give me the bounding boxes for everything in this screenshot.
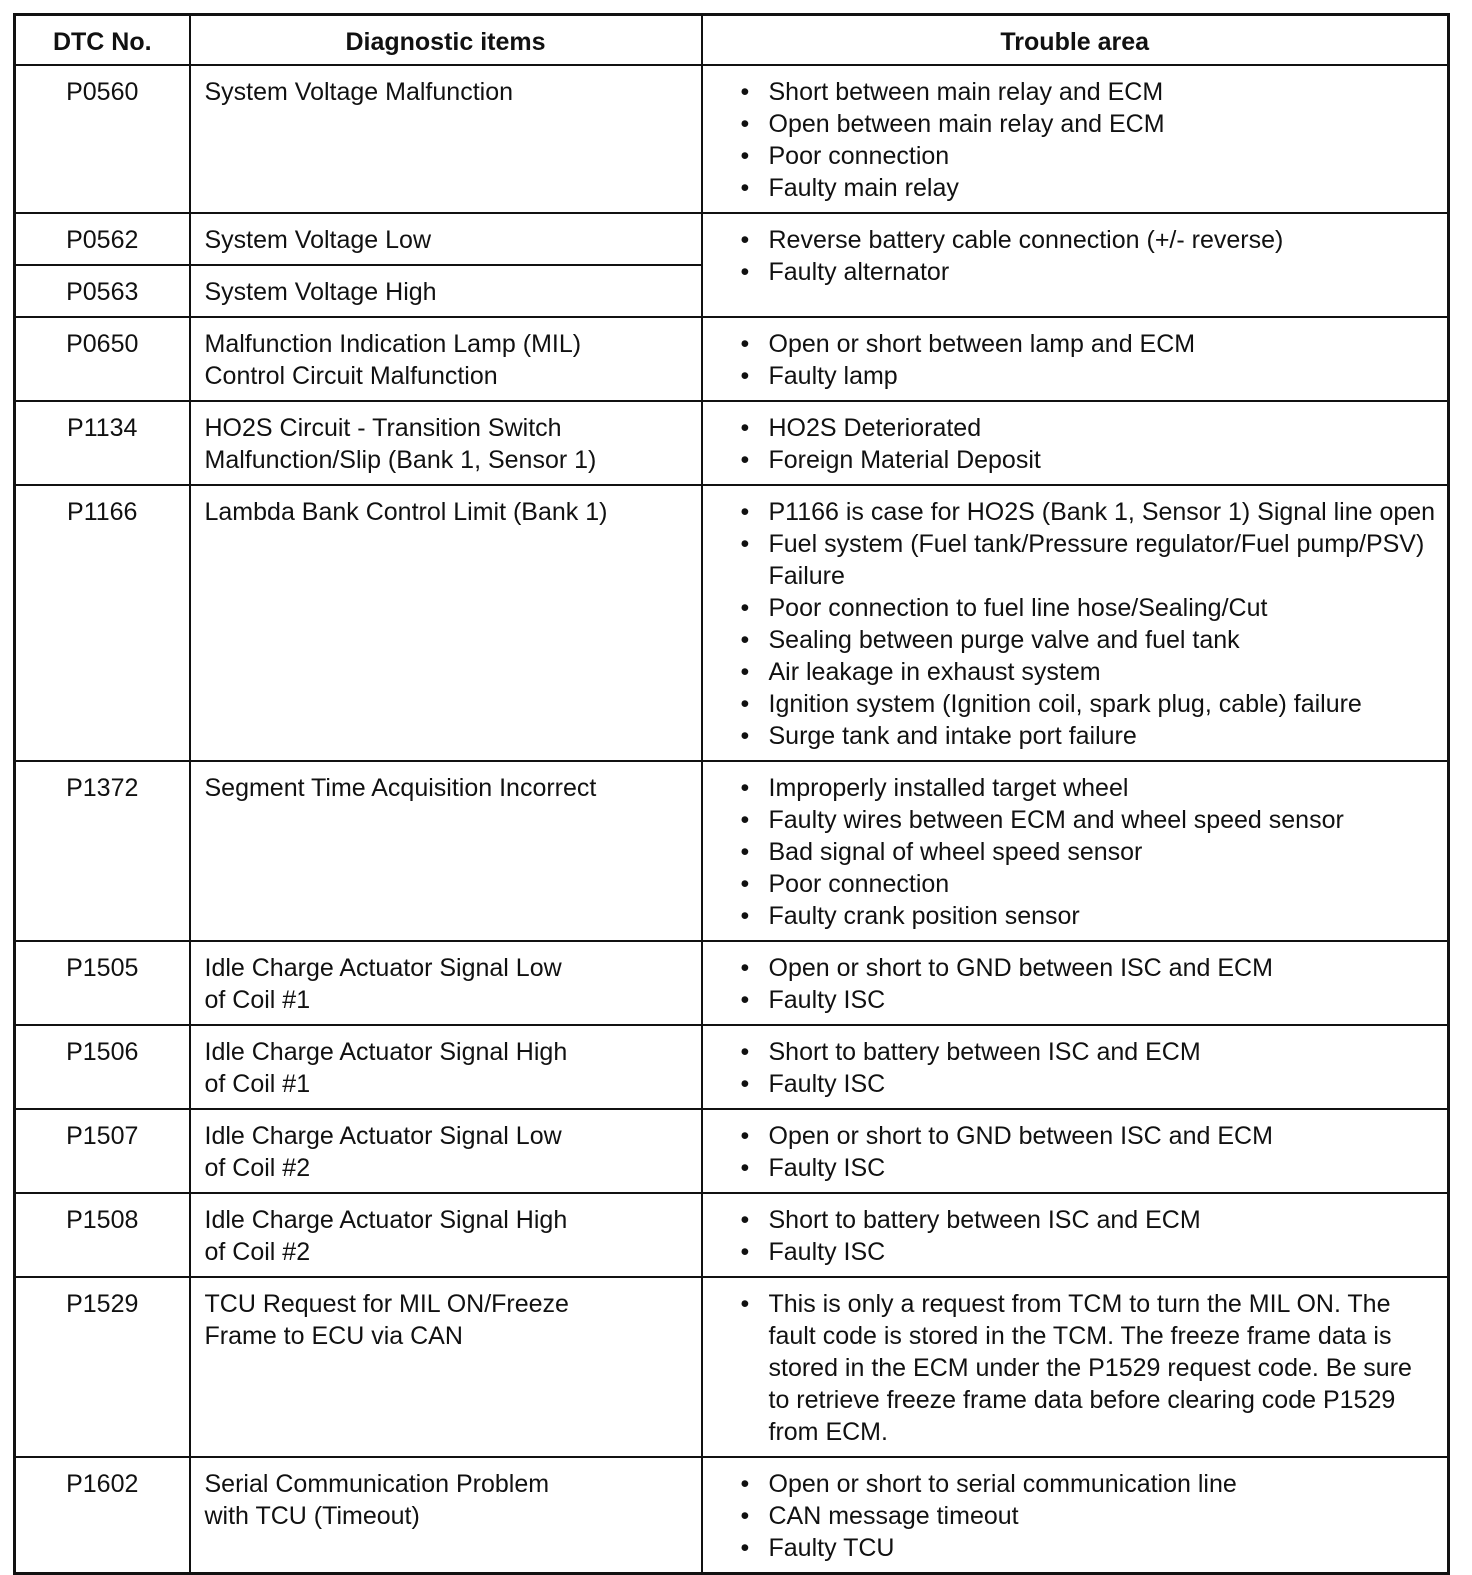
diagnostic-item: Lambda Bank Control Limit (Bank 1): [190, 485, 702, 761]
trouble-item: • Bad signal of wheel speed sensor: [723, 836, 1440, 868]
diagnostic-item: System Voltage Malfunction: [190, 65, 702, 213]
trouble-item: • Faulty ISC: [723, 1236, 1440, 1268]
diagnostic-item: System Voltage High: [190, 265, 702, 317]
trouble-item: • CAN message timeout: [723, 1500, 1440, 1532]
trouble-item: • Open or short to GND between ISC and ECM: [723, 952, 1440, 984]
trouble-area: [702, 485, 1449, 761]
diagnostic-item: System Voltage Low: [190, 213, 702, 265]
trouble-item: • Reverse battery cable connection (+/- reverse): [723, 224, 1440, 256]
dtc-code: P1166: [15, 485, 190, 761]
trouble-item: • Foreign Material Deposit: [723, 444, 1440, 476]
dtc-code: P1508: [15, 1193, 190, 1277]
table-header: [15, 15, 1449, 66]
diagnostic-item: Segment Time Acquisition Incorrect: [190, 761, 702, 941]
trouble-item: • Improperly installed target wheel: [723, 772, 1440, 804]
dtc-code: P1507: [15, 1109, 190, 1193]
trouble-item: • Open or short to serial communication line: [723, 1468, 1440, 1500]
table-row: [15, 1193, 1449, 1277]
dtc-code: P0560: [15, 65, 190, 213]
trouble-area: [702, 1109, 1449, 1193]
trouble-item: • Surge tank and intake port failure: [723, 720, 1440, 752]
trouble-area: [702, 1025, 1449, 1109]
trouble-item: • Short to battery between ISC and ECM: [723, 1204, 1440, 1236]
table-row: [15, 401, 1449, 485]
trouble-item: • Poor connection: [723, 868, 1440, 900]
trouble-item: • HO2S Deteriorated: [723, 412, 1440, 444]
trouble-list: [723, 76, 1440, 204]
trouble-list: [723, 1120, 1440, 1184]
trouble-area: [702, 65, 1449, 213]
table-row: [15, 317, 1449, 401]
trouble-item: • Open between main relay and ECM: [723, 108, 1440, 140]
trouble-list: [723, 952, 1440, 1016]
trouble-area: [702, 1457, 1449, 1574]
trouble-area: [702, 761, 1449, 941]
table-row: [15, 761, 1449, 941]
trouble-item: • P1166 is case for HO2S (Bank 1, Sensor 1) Signal line open: [723, 496, 1440, 528]
dtc-code: P1602: [15, 1457, 190, 1574]
dtc-code: P0650: [15, 317, 190, 401]
trouble-item: • Faulty wires between ECM and wheel speed sensor: [723, 804, 1440, 836]
trouble-list: [723, 328, 1440, 392]
dtc-code: P1506: [15, 1025, 190, 1109]
trouble-item: • Faulty crank position sensor: [723, 900, 1440, 932]
trouble-item: • Faulty main relay: [723, 172, 1440, 204]
trouble-item: • Poor connection: [723, 140, 1440, 172]
trouble-list: [723, 224, 1440, 288]
trouble-area: [702, 213, 1449, 317]
trouble-list: [723, 772, 1440, 932]
dtc-code: P0563: [15, 265, 190, 317]
trouble-item: • Short to battery between ISC and ECM: [723, 1036, 1440, 1068]
trouble-item: • Sealing between purge valve and fuel tank: [723, 624, 1440, 656]
trouble-item: • Faulty TCU: [723, 1532, 1440, 1564]
trouble-area: [702, 317, 1449, 401]
trouble-item: • Faulty lamp: [723, 360, 1440, 392]
table-row: [15, 941, 1449, 1025]
trouble-item: • This is only a request from TCM to turn the MIL ON. The fault code is stored in the TCM. The freeze frame data is stored in the ECM under the P1529 request code. Be sure to retrieve freeze frame data before clearing code P1529 from ECM.: [723, 1288, 1440, 1448]
diagnostic-item: Idle Charge Actuator Signal High of Coil #2: [190, 1193, 702, 1277]
header-row: [15, 15, 1449, 66]
header-diagnostic-items: Diagnostic items: [190, 15, 702, 66]
dtc-table: [13, 13, 1450, 1575]
trouble-item: • Faulty ISC: [723, 1152, 1440, 1184]
table-row: [15, 1277, 1449, 1457]
trouble-item: • Faulty ISC: [723, 1068, 1440, 1100]
trouble-area: [702, 401, 1449, 485]
trouble-item: • Poor connection to fuel line hose/Sealing/Cut: [723, 592, 1440, 624]
trouble-item: • Ignition system (Ignition coil, spark plug, cable) failure: [723, 688, 1440, 720]
trouble-item: • Open or short to GND between ISC and ECM: [723, 1120, 1440, 1152]
diagnostic-item: Idle Charge Actuator Signal Low of Coil #1: [190, 941, 702, 1025]
diagnostic-item: Idle Charge Actuator Signal Low of Coil #2: [190, 1109, 702, 1193]
trouble-list: [723, 1288, 1440, 1448]
trouble-area: [702, 1277, 1449, 1457]
table-row: [15, 213, 1449, 265]
trouble-item: • Fuel system (Fuel tank/Pressure regulator/Fuel pump/PSV) Failure: [723, 528, 1440, 592]
trouble-list: [723, 412, 1440, 476]
table-row: [15, 1025, 1449, 1109]
diagnostic-item: Malfunction Indication Lamp (MIL) Control Circuit Malfunction: [190, 317, 702, 401]
diagnostic-item: TCU Request for MIL ON/Freeze Frame to ECU via CAN: [190, 1277, 702, 1457]
trouble-item: • Faulty alternator: [723, 256, 1440, 288]
trouble-list: [723, 496, 1440, 752]
trouble-item: • Air leakage in exhaust system: [723, 656, 1440, 688]
header-dtc-no: DTC No.: [15, 15, 190, 66]
diagnostic-item: Idle Charge Actuator Signal High of Coil #1: [190, 1025, 702, 1109]
diagnostic-item: Serial Communication Problem with TCU (Timeout): [190, 1457, 702, 1574]
trouble-item: • Faulty ISC: [723, 984, 1440, 1016]
dtc-code: P1134: [15, 401, 190, 485]
table-row: [15, 1109, 1449, 1193]
dtc-code: P0562: [15, 213, 190, 265]
trouble-item: • Open or short between lamp and ECM: [723, 328, 1440, 360]
dtc-code: P1529: [15, 1277, 190, 1457]
trouble-list: [723, 1204, 1440, 1268]
diagnostic-item: HO2S Circuit - Transition Switch Malfunction/Slip (Bank 1, Sensor 1): [190, 401, 702, 485]
table-row: [15, 485, 1449, 761]
trouble-area: [702, 941, 1449, 1025]
header-trouble-area: Trouble area: [702, 15, 1449, 66]
trouble-list: [723, 1036, 1440, 1100]
trouble-area: [702, 1193, 1449, 1277]
dtc-code: P1372: [15, 761, 190, 941]
trouble-list: [723, 1468, 1440, 1564]
trouble-item: • Short between main relay and ECM: [723, 76, 1440, 108]
table-row: [15, 65, 1449, 213]
dtc-code: P1505: [15, 941, 190, 1025]
table-row: [15, 1457, 1449, 1574]
